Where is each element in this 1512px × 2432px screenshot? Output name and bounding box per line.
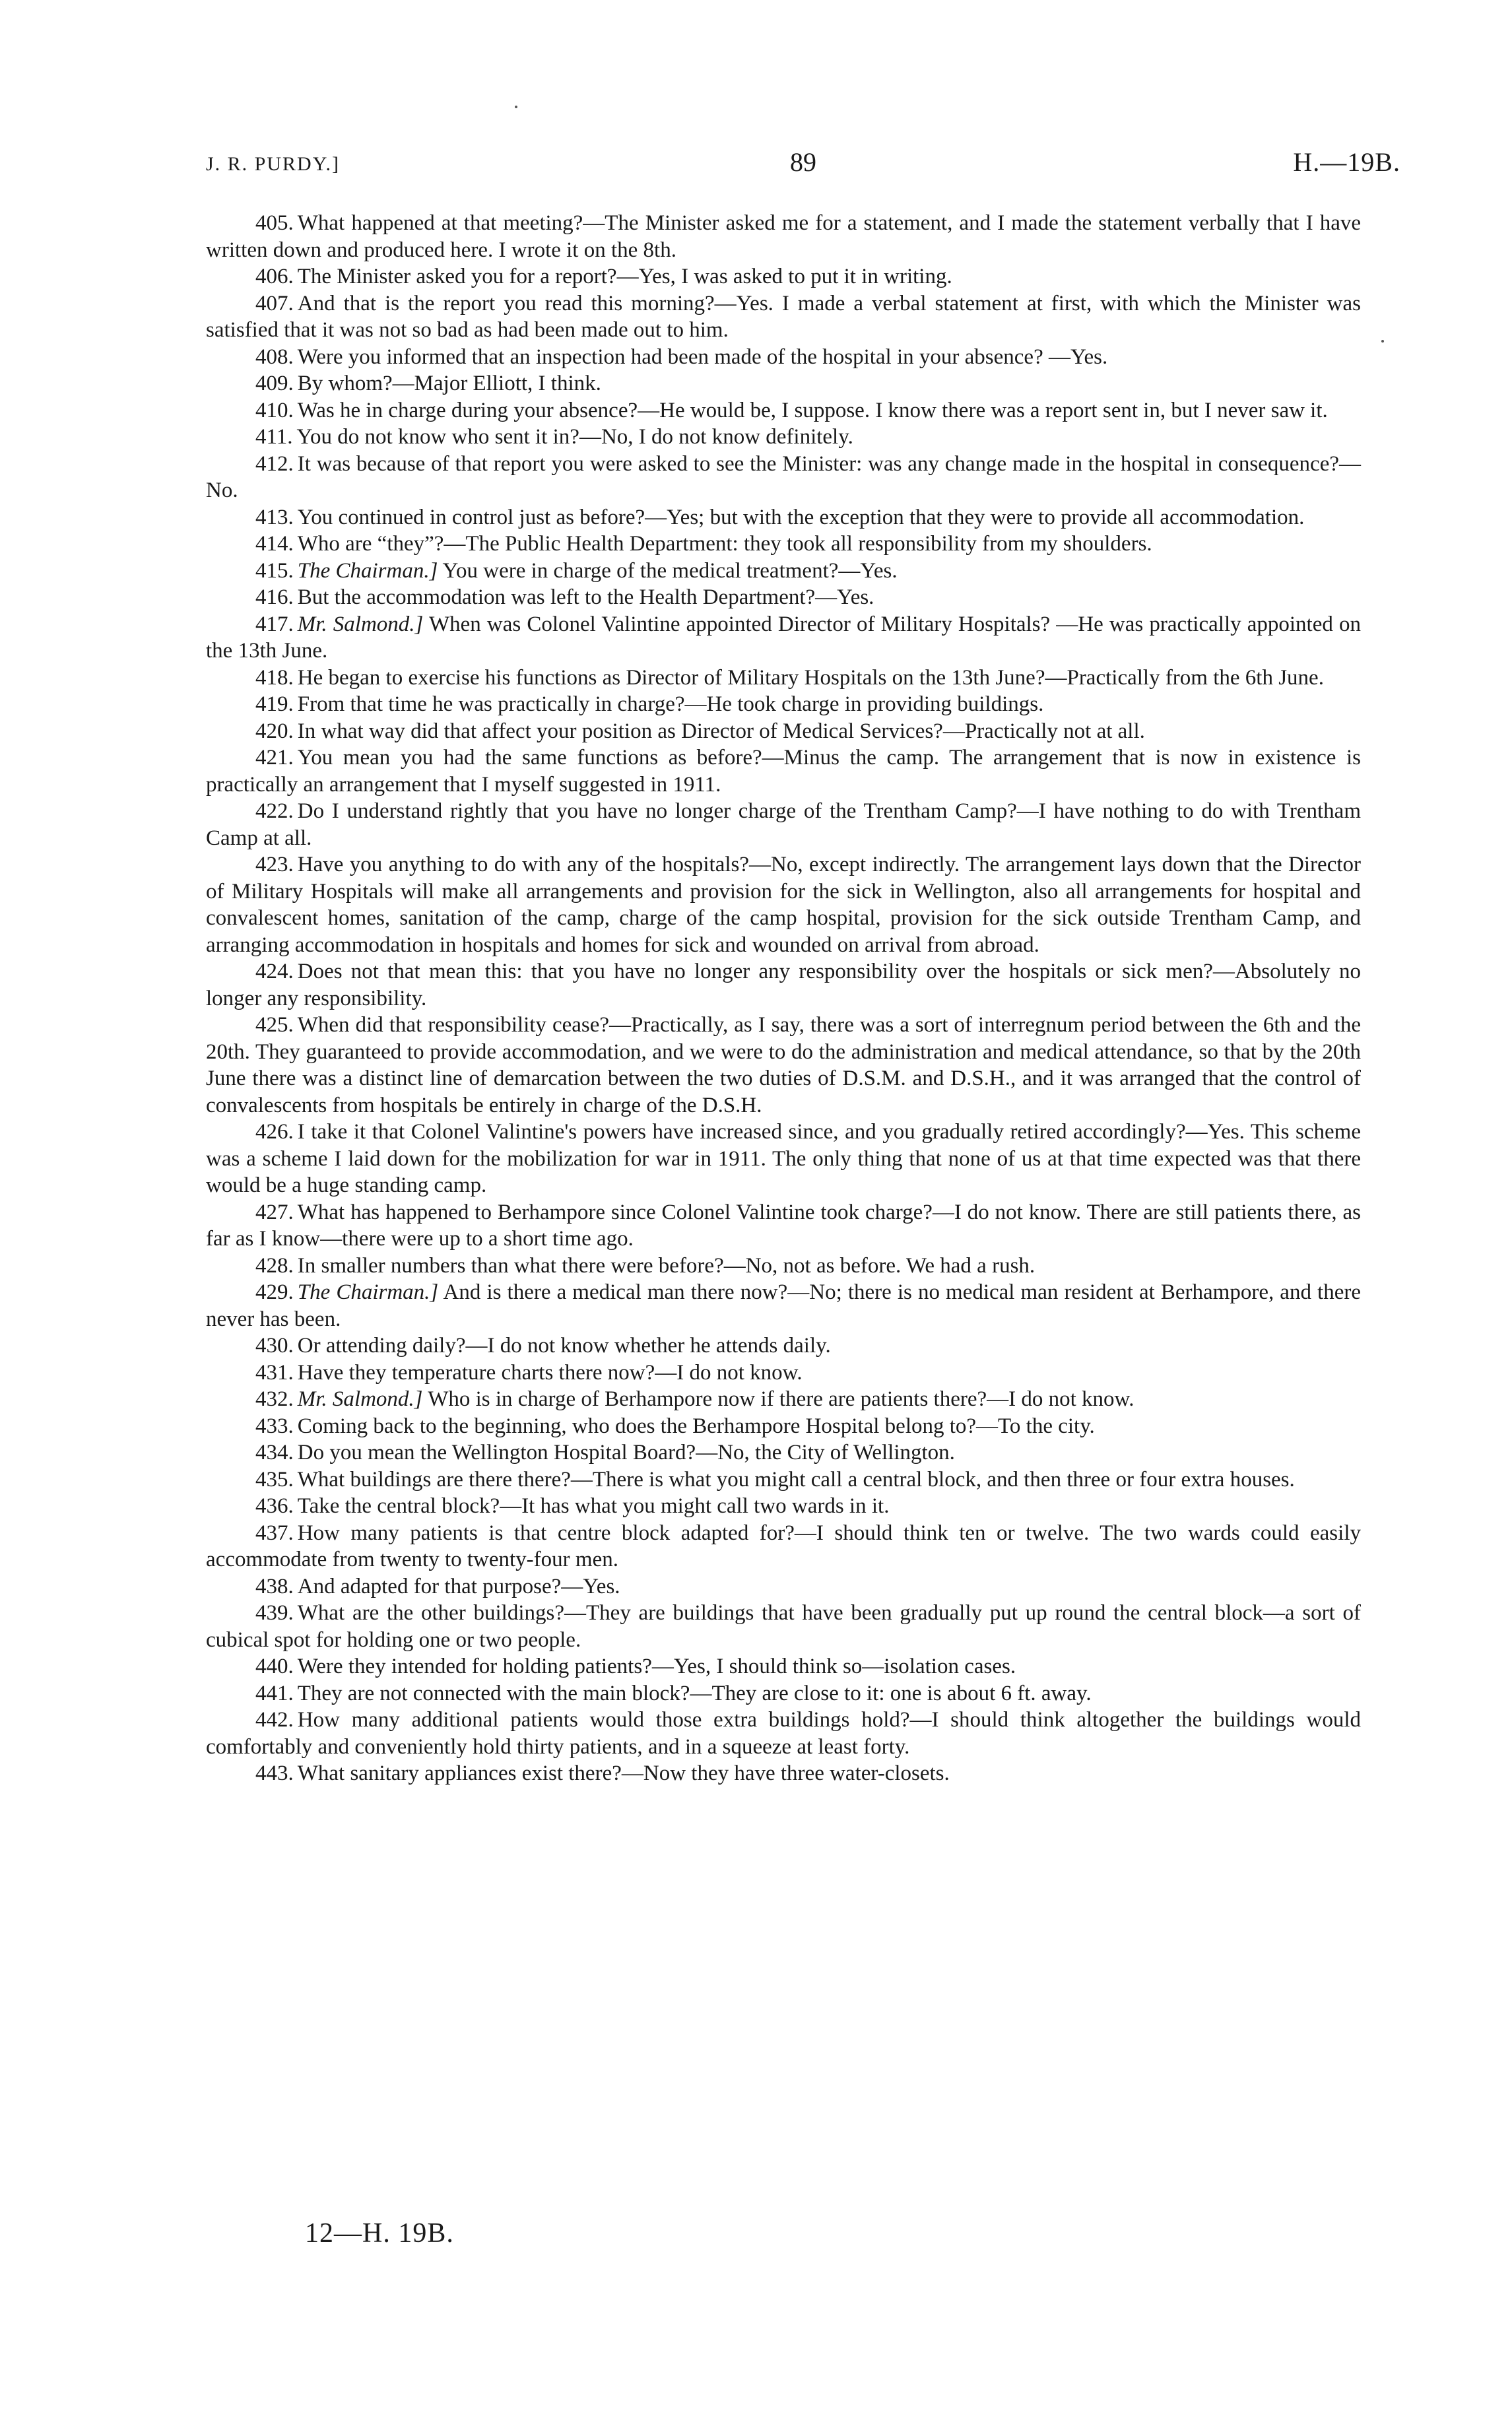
- question-number: 419.: [255, 692, 294, 716]
- question-answer-paragraph: [206, 370, 1361, 397]
- speaker-label: The Chairman.]: [297, 1280, 439, 1304]
- question-number: 412.: [255, 451, 294, 476]
- question-number: 426.: [255, 1120, 294, 1144]
- paragraph-text: The Minister asked you for a report?—Yes, I was asked to put it in writing.: [297, 265, 952, 288]
- question-number: 418.: [255, 665, 294, 690]
- question-answer-paragraph: [206, 1600, 1361, 1653]
- speaker-label: Mr. Salmond.]: [297, 1387, 423, 1411]
- question-number: 416.: [255, 585, 294, 609]
- question-number: 438.: [255, 1574, 294, 1598]
- paragraph-text: You continued in control just as before?—Yes; but with the exception that they were to provide all accommodation.: [297, 505, 1305, 529]
- paragraph-text: It was because of that report you were asked to see the Minister: was any change made in the hospital in consequence?—No.: [206, 451, 1361, 502]
- paragraph-text: Have you anything to do with any of the hospitals?—No, except indirectly. The arrangement lays down that the Director of Military Hospitals will make all arrangements and provision for the sick in Wellington, also all arrangements for hospital and convalescent homes, sanitation of the camp, charge of the camp hospital, provision for the sick outside Trentham Camp, and arranging accommodation in hospitals and homes for sick and wounded on arrival from abroad.: [206, 853, 1361, 957]
- question-answer-paragraph: [206, 290, 1361, 344]
- question-answer-paragraph: [206, 798, 1361, 851]
- question-answer-paragraph: [206, 1279, 1361, 1332]
- question-number: 420.: [255, 719, 294, 743]
- question-number: 432.: [255, 1387, 294, 1411]
- question-answer-paragraph: [206, 1413, 1361, 1440]
- question-answer-paragraph: [206, 531, 1361, 558]
- question-answer-paragraph: [206, 1707, 1361, 1760]
- page-header: [206, 147, 1400, 186]
- paragraph-text: And adapted for that purpose?—Yes.: [297, 1574, 620, 1598]
- paragraph-text: What happened at that meeting?—The Minister asked me for a statement, and I made the statement verbally that I have written down and produced here. I wrote it on the 8th.: [206, 211, 1361, 262]
- question-number: 408.: [255, 345, 294, 369]
- paragraph-text: Were they intended for holding patients?—Yes, I should think so—isolation cases.: [297, 1655, 1016, 1678]
- paragraph-text: Who are “they”?—The Public Health Department: they took all responsibility from my shoulders.: [297, 532, 1152, 556]
- question-answer-paragraph: [206, 558, 1361, 585]
- paragraph-text: And that is the report you read this morning?—Yes. I made a verbal statement at first, with which the Minister was satisfied that it was not so bad as had been made out to him.: [206, 291, 1361, 342]
- question-answer-paragraph: [206, 1466, 1361, 1494]
- question-number: 429.: [255, 1280, 294, 1304]
- paragraph-text: He began to exercise his functions as Director of Military Hospitals on the 13th June?—Practically from the 6th June.: [297, 665, 1324, 690]
- print-speck: [515, 106, 517, 108]
- question-number: 425.: [255, 1013, 294, 1037]
- question-number: 421.: [255, 746, 294, 770]
- question-answer-paragraph: [206, 1199, 1361, 1253]
- question-answer-paragraph: [206, 1253, 1361, 1280]
- paragraph-text: What are the other buildings?—They are buildings that have been gradually put up round the central block—a sort of cubical spot for holding one or two people.: [206, 1601, 1361, 1652]
- question-number: 409.: [255, 372, 294, 395]
- question-number: 405.: [255, 211, 294, 235]
- paragraph-text: Does not that mean this: that you have no longer any responsibility over the hospitals or sick men?—Absolutely no longer any responsibility.: [206, 960, 1361, 1010]
- paragraph-text: I take it that Colonel Valintine's powers have increased since, and you gradually retired accordingly?—Yes. This scheme was a scheme I laid down for the mobilization for war in 1911. The only thing that none of us at that time expected was that there would be a huge standing camp.: [206, 1120, 1361, 1197]
- page-number: 89: [790, 147, 816, 177]
- question-answer-paragraph: [206, 397, 1361, 424]
- running-head-witness: J. R. PURDY.]: [206, 153, 340, 175]
- question-answer-paragraph: [206, 504, 1361, 531]
- print-speck: [1381, 340, 1384, 343]
- question-number: 428.: [255, 1253, 294, 1278]
- question-answer-paragraph: [206, 1332, 1361, 1360]
- question-number: 415.: [255, 558, 294, 583]
- paragraph-text: Take the central block?—It has what you might call two wards in it.: [297, 1494, 890, 1518]
- question-number: 431.: [255, 1360, 294, 1385]
- speaker-label: The Chairman.]: [297, 558, 438, 583]
- question-number: 433.: [255, 1414, 294, 1438]
- paragraph-text: Was he in charge during your absence?—He would be, I suppose. I know there was a report sent in, but I never saw it.: [297, 398, 1328, 422]
- paragraph-text: And is there a medical man there now?—No; there is no medical man resident at Berhampore, and there never has been.: [206, 1280, 1361, 1331]
- question-number: 417.: [255, 612, 294, 636]
- paragraph-text: By whom?—Major Elliott, I think.: [297, 372, 601, 395]
- question-number: 435.: [255, 1467, 294, 1492]
- question-answer-paragraph: [206, 424, 1361, 451]
- paragraph-text: They are not connected with the main block?—They are close to it: one is about 6 ft. away.: [297, 1681, 1092, 1705]
- paragraph-text: Have they temperature charts there now?—I do not know.: [297, 1360, 803, 1385]
- paragraph-text: Do you mean the Wellington Hospital Board?—No, the City of Wellington.: [297, 1441, 955, 1464]
- question-answer-paragraph: [206, 744, 1361, 798]
- paragraph-text: Coming back to the beginning, who does the Berhampore Hospital belong to?—To the city.: [297, 1414, 1095, 1438]
- paragraph-text: Or attending daily?—I do not know whether he attends daily.: [297, 1334, 831, 1358]
- question-answer-paragraph: [206, 1012, 1361, 1119]
- paper-reference: H.—19B.: [1293, 147, 1400, 177]
- question-number: 410.: [255, 398, 294, 422]
- question-answer-paragraph: [206, 344, 1361, 371]
- question-number: 437.: [255, 1521, 294, 1545]
- evidence-text: [206, 210, 1361, 1787]
- question-number: 430.: [255, 1334, 294, 1358]
- question-number: 443.: [255, 1761, 294, 1785]
- paragraph-text: When was Colonel Valintine appointed Director of Military Hospitals? —He was practically appointed on the 13th June.: [206, 612, 1361, 663]
- question-number: 414.: [255, 532, 294, 556]
- question-answer-paragraph: [206, 1760, 1361, 1787]
- question-answer-paragraph: [206, 1386, 1361, 1413]
- question-answer-paragraph: [206, 665, 1361, 692]
- sheet-signature: 12—H. 19B.: [305, 2218, 454, 2249]
- paragraph-text: Do I understand rightly that you have no longer charge of the Trentham Camp?—I have nothing to do with Trentham Camp at all.: [206, 799, 1361, 850]
- question-answer-paragraph: [206, 958, 1361, 1012]
- paragraph-text: You were in charge of the medical treatment?—Yes.: [442, 558, 898, 583]
- question-number: 422.: [255, 799, 294, 823]
- question-number: 411.: [255, 425, 293, 449]
- paragraph-text: What buildings are there there?—There is what you might call a central block, and then three or four extra houses.: [297, 1467, 1295, 1492]
- question-answer-paragraph: [206, 851, 1361, 958]
- question-number: 424.: [255, 960, 294, 983]
- paragraph-text: When did that responsibility cease?—Practically, as I say, there was a sort of interregnum period between the 6th and the 20th. They guaranteed to provide accommodation, and we were to do the administration and medical attendance, so that by the 20th June there was a distinct line of demarcation between the two duties of D.S.M. and D.S.H., and it was arranged that the control of convalescents from hospitals be entirely in charge of the D.S.H.: [206, 1013, 1361, 1117]
- question-answer-paragraph: [206, 611, 1361, 665]
- speaker-label: Mr. Salmond.]: [297, 612, 424, 636]
- question-number: 413.: [255, 505, 294, 529]
- question-answer-paragraph: [206, 263, 1361, 290]
- paragraph-text: Were you informed that an inspection had been made of the hospital in your absence? —Yes.: [297, 345, 1108, 369]
- paragraph-text: From that time he was practically in charge?—He took charge in providing buildings.: [297, 692, 1044, 716]
- question-answer-paragraph: [206, 718, 1361, 745]
- question-answer-paragraph: [206, 1653, 1361, 1680]
- question-number: 427.: [255, 1200, 294, 1224]
- question-number: 407.: [255, 291, 294, 315]
- question-number: 439.: [255, 1601, 294, 1625]
- question-number: 440.: [255, 1655, 294, 1678]
- question-number: 441.: [255, 1681, 294, 1705]
- paragraph-text: What sanitary appliances exist there?—Now they have three water-closets.: [297, 1761, 950, 1785]
- question-answer-paragraph: [206, 584, 1361, 611]
- question-answer-paragraph: [206, 451, 1361, 504]
- question-answer-paragraph: [206, 210, 1361, 263]
- question-number: 436.: [255, 1494, 294, 1518]
- paragraph-text: But the accommodation was left to the Health Department?—Yes.: [297, 585, 874, 609]
- question-answer-paragraph: [206, 1439, 1361, 1466]
- question-answer-paragraph: [206, 691, 1361, 718]
- question-answer-paragraph: [206, 1573, 1361, 1600]
- paragraph-text: You mean you had the same functions as before?—Minus the camp. The arrangement that is now in existence is practically an arrangement that I myself suggested in 1911.: [206, 746, 1361, 797]
- question-answer-paragraph: [206, 1520, 1361, 1573]
- question-answer-paragraph: [206, 1360, 1361, 1387]
- question-answer-paragraph: [206, 1493, 1361, 1520]
- paragraph-text: Who is in charge of Berhampore now if there are patients there?—I do not know.: [428, 1387, 1134, 1411]
- question-number: 423.: [255, 853, 294, 876]
- question-answer-paragraph: [206, 1680, 1361, 1707]
- paragraph-text: In what way did that affect your position as Director of Medical Services?—Practically not at all.: [297, 719, 1145, 743]
- paragraph-text: How many patients is that centre block adapted for?—I should think ten or twelve. The two wards could easily accommodate from twenty to twenty-four men.: [206, 1521, 1361, 1571]
- paragraph-text: In smaller numbers than what there were before?—No, not as before. We had a rush.: [297, 1253, 1035, 1278]
- question-number: 442.: [255, 1708, 294, 1732]
- question-number: 406.: [255, 265, 294, 288]
- question-answer-paragraph: [206, 1119, 1361, 1199]
- paragraph-text: What has happened to Berhampore since Colonel Valintine took charge?—I do not know. There are still patients there, as far as I know—there were up to a short time ago.: [206, 1200, 1361, 1251]
- paragraph-text: How many additional patients would those extra buildings hold?—I should think altogether the buildings would comfortably and conveniently hold thirty patients, and in a squeeze at least forty.: [206, 1708, 1361, 1759]
- paragraph-text: You do not know who sent it in?—No, I do not know definitely.: [296, 425, 853, 449]
- question-number: 434.: [255, 1441, 294, 1464]
